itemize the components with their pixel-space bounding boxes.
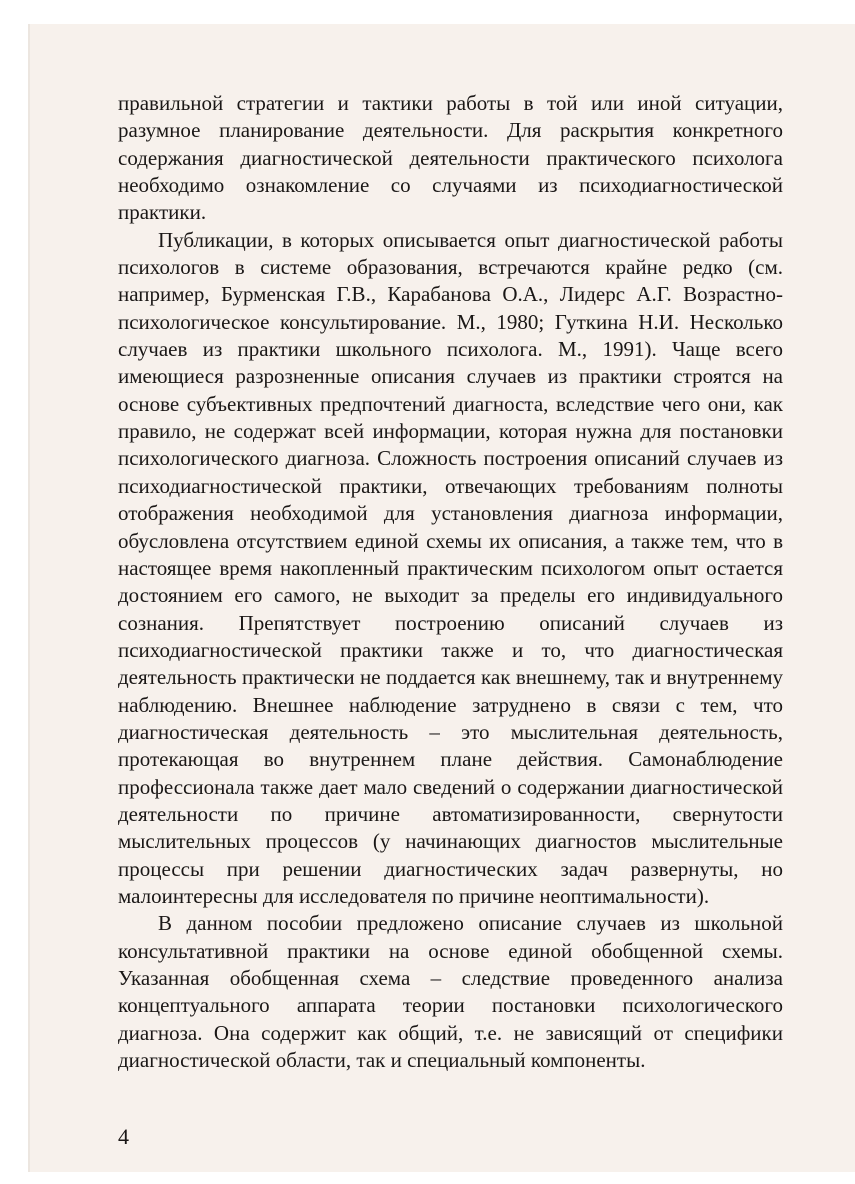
page-number: 4 — [118, 1124, 129, 1149]
paragraph-3: В данном пособии предложено описание случаев из школьной консультативной практики на основе единой обобщенной схемы. Указанная обобщенная схема – следствие проведенного анализа концептуального аппарата теории постановки психологического диагноза. Она содержит как общий, т.е. не зависящий от специфики диагностической области, так и специальный компоненты. — [118, 911, 783, 1073]
paragraph-2: Публикации, в которых описывается опыт диагностической работы психологов в системе образования, встречаются крайне редко (см. например, Бурменская Г.В., Карабанова О.А., Лидерс А.Г. Возрастно-психологическое консультирование. М., 1980; Гуткина Н.И. Несколько случаев из практики школьного психолога. М., 1991). Чаще всего имеющиеся разрозненные описания случаев из практики строятся на основе субъективных предпочтений диагноста, вследствие чего они, как правило, не содержат всей информации, которая нужна для постановки психологического диагноза. Сложность построения описаний случаев из психодиагностической практики, отвечающих требованиям полноты отображения необходимой для установления диагноза информации, обусловлена отсутствием единой схемы их описания, а также тем, что в настоящее время накопленный практическим психологом опыт остается достоянием его самого, не выходит за пределы его индивидуального сознания. Препятствует построению описаний случаев из психодиагностической практики также и то, что диагностическая деятельность практически не поддается как внешнему, так и внутреннему наблюдению. Внешнее наблюдение затруднено в связи с тем, что диагностическая деятельность – это мыслительная деятельность, протекающая во внутреннем плане действия. Самонаблюдение профессионала также дает мало сведений о содержании диагностической деятельности по причине автоматизированности, свернутости мыслительных процессов (у начинающих диагностов мыслительные процессы при решении диагностических задач развернуты, но малоинтересны для исследователя по причине неоптимальности). — [118, 227, 783, 908]
body-text — [118, 90, 783, 1074]
paragraph-1: правильной стратегии и тактики работы в той или иной ситуации, разумное планирование деятельности. Для раскрытия конкретного содержания диагностической деятельности практического психолога необходимо ознакомление со случаями из психодиагностической практики. — [118, 91, 783, 225]
